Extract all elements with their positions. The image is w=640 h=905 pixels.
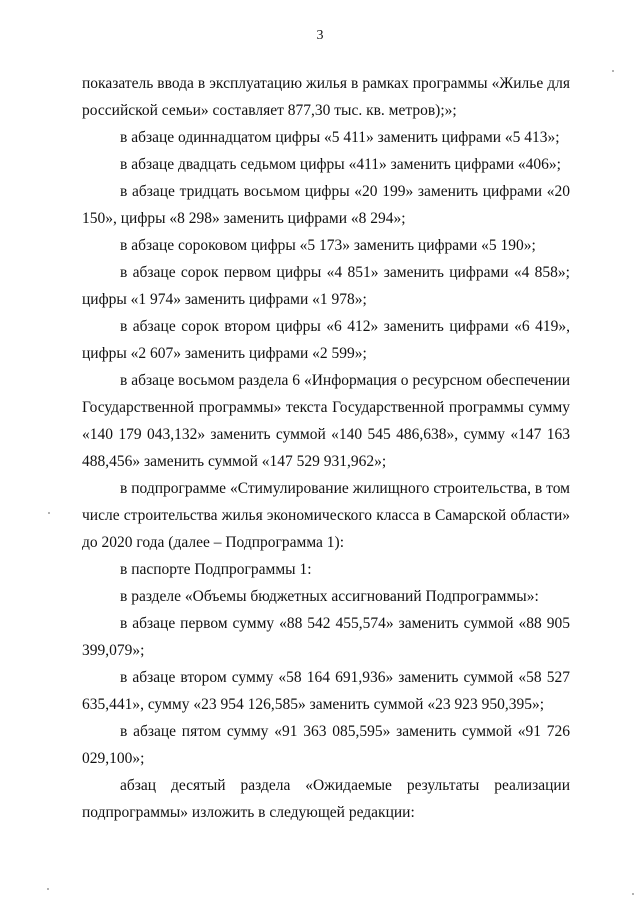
- document-paragraph: в абзаце первом сумму «88 542 455,574» заменить суммой «88 905 399,079»;: [82, 615, 570, 659]
- document-paragraph: в абзаце втором сумму «58 164 691,936» заменить суммой «58 527 635,441», сумму «23 954 126,585» заменить суммой «23 923 950,395»;: [82, 669, 570, 713]
- scan-speck: [48, 512, 50, 514]
- document-paragraph: показатель ввода в эксплуатацию жилья в рамках программы «Жилье для российской семьи» составляет 877,30 тыс. кв. метров);»;: [82, 75, 570, 119]
- document-paragraph: в абзаце тридцать восьмом цифры «20 199» заменить цифрами «20 150», цифры «8 298» заменить цифрами «8 294»;: [82, 183, 570, 227]
- scan-speck: [47, 888, 49, 890]
- document-paragraph: в абзаце двадцать седьмом цифры «411» заменить цифрами «406»;: [120, 156, 561, 173]
- scan-speck: [632, 893, 634, 895]
- document-paragraph: абзац десятый раздела «Ожидаемые результаты реализации подпрограммы» изложить в следующей редакции:: [82, 777, 570, 821]
- scan-speck: [612, 70, 614, 72]
- document-paragraph: в абзаце одиннадцатом цифры «5 411» заменить цифрами «5 413»;: [120, 129, 560, 146]
- document-paragraph: в разделе «Объемы бюджетных ассигнований Подпрограммы»:: [120, 588, 539, 605]
- document-paragraph: в абзаце пятом сумму «91 363 085,595» заменить суммой «91 726 029,100»;: [82, 723, 570, 767]
- document-paragraph: в абзаце сорок первом цифры «4 851» заменить цифрами «4 858»; цифры «1 974» заменить цифрами «1 978»;: [82, 264, 570, 308]
- document-paragraph: в паспорте Подпрограммы 1:: [120, 561, 312, 578]
- document-paragraph: в абзаце сорок втором цифры «6 412» заменить цифрами «6 419», цифры «2 607» заменить цифрами «2 599»;: [82, 318, 570, 362]
- document-body: [82, 70, 570, 826]
- document-paragraph: в подпрограмме «Стимулирование жилищного строительства, в том числе строительства жилья экономического класса в Самарской области» до 2020 года (далее – Подпрограмма 1):: [82, 480, 570, 551]
- document-paragraph: в абзаце восьмом раздела 6 «Информация о ресурсном обеспечении Государственной программы» текста Государственной программы сумму «140 179 043,132» заменить суммой «140 545 486,638», сумму «147 163 488,456» заменить суммой «147 529 931,962»;: [82, 372, 570, 470]
- document-paragraph: в абзаце сороковом цифры «5 173» заменить цифрами «5 190»;: [120, 237, 536, 254]
- page-number: 3: [316, 28, 324, 43]
